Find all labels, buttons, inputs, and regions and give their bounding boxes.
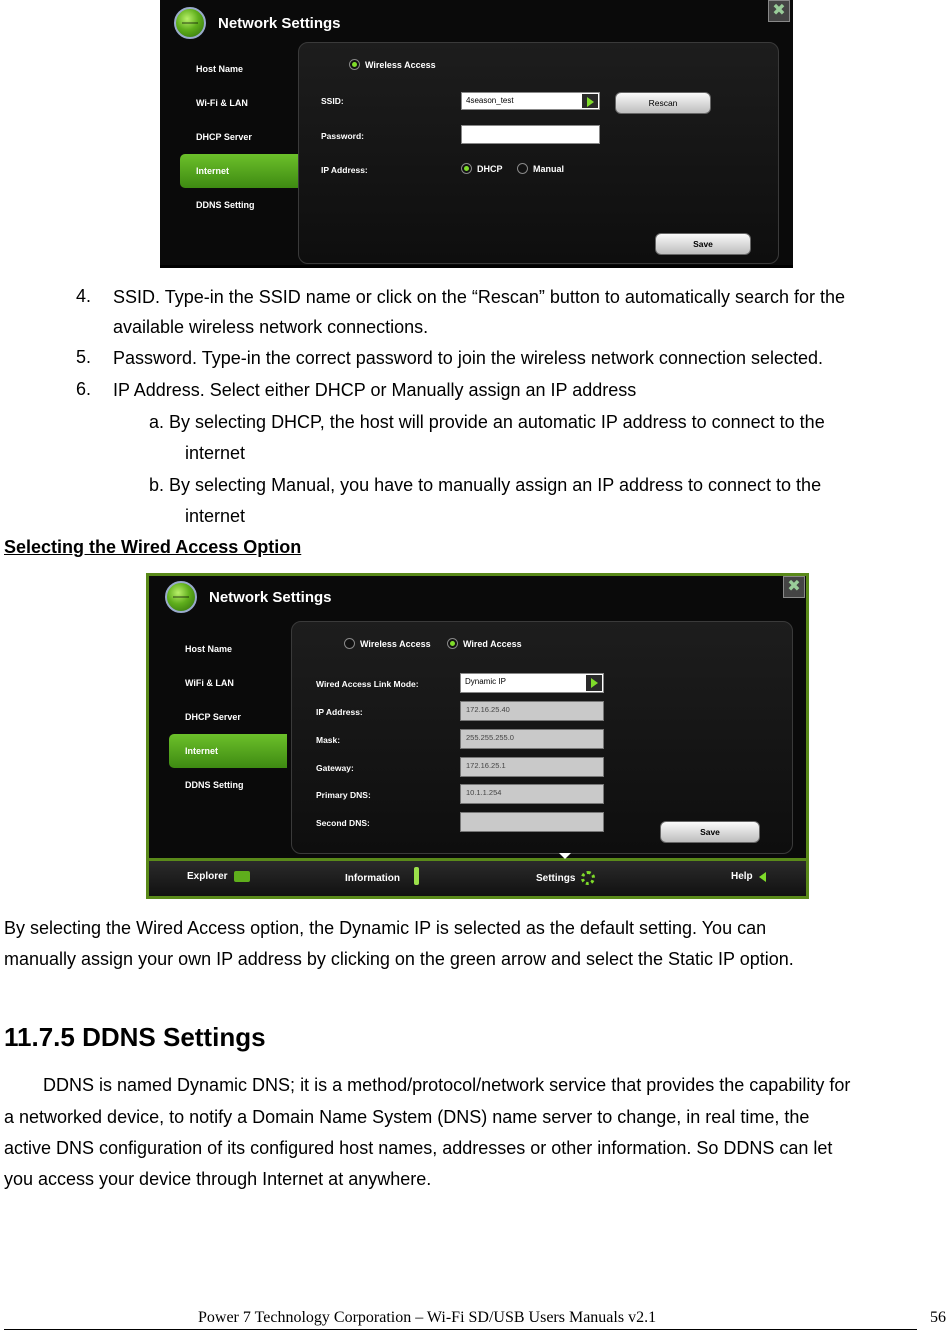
wired-access-screenshot: [146, 573, 809, 899]
sidebar-item-host-name[interactable]: Host Name: [196, 64, 244, 74]
arrow-right-icon[interactable]: [582, 94, 598, 108]
sidebar-item-wifi-lan[interactable]: WiFi & LAN: [185, 678, 234, 688]
step-text: SSID. Type-in the SSID name or click on the “Rescan” button to automatically search for the: [113, 287, 846, 307]
radio-off-icon: [344, 638, 355, 649]
arrow-left-icon: [759, 872, 766, 882]
ddns-paragraph-line: you access your device through Internet at anywhere.: [4, 1169, 432, 1189]
save-button[interactable]: Save: [660, 821, 760, 843]
second-dns-label: Second DNS:: [316, 818, 370, 828]
footer-rule: [4, 1329, 917, 1330]
nav-settings[interactable]: [536, 871, 595, 885]
page-number: 56: [930, 1309, 946, 1326]
wireless-access-label: Wireless Access: [360, 638, 431, 649]
radio-off-icon: [517, 163, 528, 174]
mask-field: 255.255.255.0: [460, 729, 604, 749]
wired-access-label: Wired Access: [463, 638, 522, 649]
gear-icon: [581, 871, 595, 885]
sidebar: [180, 52, 300, 222]
radio-on-icon: [349, 59, 360, 70]
wired-access-radio[interactable]: [447, 638, 522, 649]
nav-help-label: Help: [731, 871, 753, 882]
wired-access-heading: Selecting the Wired Access Option: [4, 537, 302, 557]
step-text: available wireless network connections.: [113, 317, 429, 337]
arrow-right-icon[interactable]: [586, 675, 602, 691]
radio-on-icon: [461, 163, 472, 174]
ssid-value: 4season_test: [466, 96, 514, 105]
sidebar-item-internet[interactable]: Internet: [169, 734, 287, 768]
ssid-label: SSID:: [321, 96, 344, 106]
step-number: 4.: [76, 286, 92, 306]
exclamation-icon: [414, 867, 419, 885]
sidebar: [169, 632, 289, 802]
globe-icon: [165, 581, 197, 613]
nav-settings-label: Settings: [536, 872, 576, 884]
save-button[interactable]: Save: [655, 233, 751, 255]
nav-information[interactable]: [345, 867, 419, 885]
wireless-access-screenshot: [160, 0, 793, 268]
nav-explorer-label: Explorer: [187, 871, 228, 882]
sub-step-a-cont: internet: [185, 443, 246, 463]
wireless-access-radio[interactable]: [344, 638, 431, 649]
section-title: 11.7.5 DDNS Settings: [4, 1022, 266, 1052]
active-nav-marker: [559, 853, 571, 859]
wired-paragraph-line: By selecting the Wired Access option, the Dynamic IP is selected as the default setting. You can: [4, 918, 767, 938]
step-number: 5.: [76, 347, 92, 367]
ddns-paragraph-line: active DNS configuration of its configured host names, addresses or other information. So DDNS can let: [4, 1138, 833, 1158]
dhcp-radio[interactable]: [461, 163, 503, 174]
app-header: [165, 578, 332, 616]
manual-radio[interactable]: [517, 163, 564, 174]
sidebar-item-ddns-setting[interactable]: DDNS Setting: [196, 200, 255, 210]
gateway-label: Gateway:: [316, 763, 354, 773]
sidebar-item-dhcp-server[interactable]: DHCP Server: [185, 712, 241, 722]
dhcp-label: DHCP: [477, 163, 503, 174]
window-title: Network Settings: [209, 588, 332, 606]
password-input[interactable]: [461, 125, 600, 144]
sub-step-a: a. By selecting DHCP, the host will provide an automatic IP address to connect to the: [149, 412, 825, 432]
mail-icon: [234, 871, 250, 882]
link-mode-select[interactable]: [460, 673, 604, 693]
wireless-access-label: Wireless Access: [365, 59, 436, 70]
primary-dns-field: 10.1.1.254: [460, 784, 604, 804]
password-label: Password:: [321, 131, 364, 141]
wireless-access-radio[interactable]: [349, 59, 436, 70]
radio-on-icon: [447, 638, 458, 649]
ip-address-label: IP Address:: [321, 165, 368, 175]
ip-address-field: 172.16.25.40: [460, 701, 604, 721]
primary-dns-label: Primary DNS:: [316, 790, 371, 800]
window-title: Network Settings: [218, 14, 341, 32]
sidebar-item-ddns-setting[interactable]: DDNS Setting: [185, 780, 244, 790]
settings-panel: [291, 621, 793, 854]
sidebar-item-dhcp-server[interactable]: DHCP Server: [196, 132, 252, 142]
mask-label: Mask:: [316, 735, 341, 745]
close-icon[interactable]: ✖: [783, 576, 805, 598]
link-mode-label: Wired Access Link Mode:: [316, 679, 419, 689]
nav-information-label: Information: [345, 872, 400, 884]
bottom-nav-bar: [149, 858, 806, 896]
second-dns-field: [460, 812, 604, 832]
ip-address-label: IP Address:: [316, 707, 363, 717]
step-text: IP Address. Select either DHCP or Manually assign an IP address: [113, 380, 637, 400]
gateway-field: 172.16.25.1: [460, 757, 604, 777]
footer-text: Power 7 Technology Corporation – Wi-Fi SD/USB Users Manuals v2.1: [198, 1309, 657, 1326]
nav-help[interactable]: [731, 871, 766, 882]
close-icon[interactable]: ✖: [768, 0, 790, 22]
rescan-button[interactable]: Rescan: [615, 92, 711, 114]
sidebar-item-internet[interactable]: Internet: [180, 154, 298, 188]
link-mode-value: Dynamic IP: [465, 677, 506, 686]
manual-label: Manual: [533, 163, 565, 174]
settings-panel: [298, 42, 779, 264]
sub-step-b: b. By selecting Manual, you have to manually assign an IP address to connect to the: [149, 475, 822, 495]
ssid-input[interactable]: [461, 92, 600, 110]
wired-paragraph-line: manually assign your own IP address by clicking on the green arrow and select the Static IP option.: [4, 949, 794, 969]
globe-icon: [174, 7, 206, 39]
app-header: [174, 4, 341, 42]
sidebar-item-wifi-lan[interactable]: Wi-Fi & LAN: [196, 98, 248, 108]
nav-explorer[interactable]: [187, 871, 250, 882]
sub-step-b-cont: internet: [185, 506, 246, 526]
sidebar-item-host-name[interactable]: Host Name: [185, 644, 233, 654]
ddns-paragraph-line: DDNS is named Dynamic DNS; it is a method/protocol/network service that provides the capability for: [43, 1075, 851, 1095]
ddns-paragraph-line: a networked device, to notify a Domain Name System (DNS) name server to change, in real time, the: [4, 1107, 810, 1127]
step-text: Password. Type-in the correct password to join the wireless network connection selected.: [113, 348, 824, 368]
step-number: 6.: [76, 379, 92, 399]
